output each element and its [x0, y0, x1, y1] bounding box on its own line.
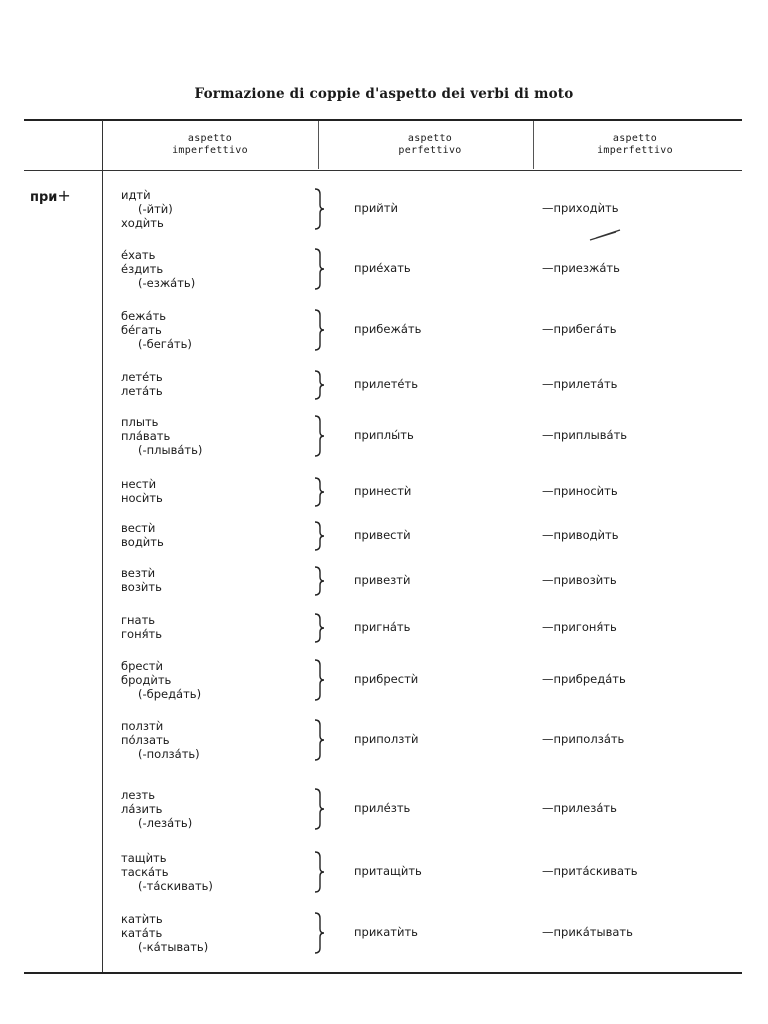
verb-form: идтѝ [121, 188, 151, 202]
derived-imperfective-verb: —прита́скивать [542, 864, 638, 878]
prefix-label [30, 186, 71, 205]
perfective-verb: прикатѝть [354, 925, 418, 939]
brace-icon [313, 613, 327, 643]
imperfective-verbs [121, 521, 164, 549]
derived-imperfective-verb: —прилета́ть [542, 377, 618, 391]
column-divider-header-2 [318, 121, 319, 169]
imperfective-verbs [121, 788, 192, 830]
imperfective-verbs [121, 851, 213, 893]
verb-form: таска́ть [121, 865, 169, 879]
prefix-plus-symbol: + [57, 186, 71, 205]
perfective-verb: приле́зть [354, 801, 411, 815]
brace-icon [313, 851, 327, 893]
perfective-verb: принестѝ [354, 484, 412, 498]
verb-form: гоня́ть [121, 627, 162, 641]
column-divider-prefix [102, 120, 103, 972]
prefix-text: при [30, 190, 58, 205]
brace-icon [313, 788, 327, 830]
perfective-verb: прибрестѝ [354, 672, 419, 686]
derived-imperfective-verb: —прилеза́ть [542, 801, 617, 815]
derived-imperfective-verb: —приплыва́ть [542, 428, 628, 442]
verb-form: везтѝ [121, 566, 156, 580]
verb-form: (-плыва́ть) [138, 443, 203, 457]
header-perfective [350, 133, 510, 157]
perfective-verb: приползтѝ [354, 732, 419, 746]
imperfective-verbs [121, 188, 173, 230]
verb-form: по́лзать [121, 733, 170, 747]
imperfective-verbs [121, 613, 162, 641]
derived-imperfective-verb: —приезжа́ть [542, 261, 620, 275]
imperfective-verbs [121, 659, 201, 701]
derived-imperfective-verb: —прибреда́ть [542, 672, 626, 686]
verb-form: е́хать [121, 248, 156, 262]
brace-icon [313, 521, 327, 551]
verb-form: (-леза́ть) [138, 816, 193, 830]
perfective-verb: привезтѝ [354, 573, 411, 587]
perfective-verb: прийтѝ [354, 201, 398, 215]
verb-form: бе́гать [121, 323, 162, 337]
imperfective-verbs [121, 566, 162, 594]
header-line: aspetto [612, 133, 658, 144]
verb-form: тащѝть [121, 851, 167, 865]
verb-form: лете́ть [121, 370, 163, 384]
verb-form: ката́ть [121, 926, 163, 940]
verb-form: возѝть [121, 580, 162, 594]
verb-form: плыть [121, 415, 159, 429]
verb-form: (-ка́тывать) [138, 940, 209, 954]
verb-form: лезть [121, 788, 156, 802]
verb-form: ходѝть [121, 216, 164, 230]
brace-icon [313, 912, 327, 954]
perfective-verb: притащѝть [354, 864, 422, 878]
imperfective-verbs [121, 248, 195, 290]
brace-icon [313, 188, 327, 230]
header-line: imperfettivo [597, 145, 673, 156]
verb-form: гнать [121, 613, 156, 627]
brace-icon [313, 415, 327, 457]
verb-form: е́здить [121, 262, 164, 276]
derived-imperfective-verb: —прибега́ть [542, 322, 617, 336]
header-line: aspetto [407, 133, 453, 144]
verb-form: нестѝ [121, 477, 157, 491]
header-imperfective-1 [130, 133, 290, 157]
imperfective-verbs [121, 477, 163, 505]
verb-form: вестѝ [121, 521, 156, 535]
derived-imperfective-verb: —прика́тывать [542, 925, 633, 939]
header-line: imperfettivo [172, 145, 248, 156]
verb-form: бежа́ть [121, 309, 167, 323]
header-imperfective-2 [555, 133, 715, 157]
brace-icon [313, 248, 327, 290]
derived-imperfective-verb: —пригоня́ть [542, 620, 617, 634]
imperfective-verbs [121, 719, 200, 761]
imperfective-verbs [121, 370, 163, 398]
verb-form: (-бреда́ть) [138, 687, 202, 701]
verb-form: пла́вать [121, 429, 171, 443]
verb-form: (-йтѝ) [138, 202, 173, 216]
derived-imperfective-verb: —приполза́ть [542, 732, 625, 746]
brace-icon [313, 719, 327, 761]
brace-icon [313, 477, 327, 507]
verb-form: (-та́скивать) [138, 879, 213, 893]
brace-icon [313, 659, 327, 701]
verb-form: (-полза́ть) [138, 747, 200, 761]
verb-form: водѝть [121, 535, 164, 549]
perfective-verb: прие́хать [354, 261, 411, 275]
imperfective-verbs [121, 912, 208, 954]
verb-form: (-езжа́ть) [138, 276, 196, 290]
perfective-verb: приплы́ть [354, 428, 414, 442]
derived-imperfective-verb: —приносѝть [542, 484, 618, 498]
imperfective-verbs [121, 415, 202, 457]
perfective-verb: привестѝ [354, 528, 411, 542]
derived-imperfective-verb: —привозѝть [542, 573, 617, 587]
verb-form: брестѝ [121, 659, 163, 673]
verb-form: катѝть [121, 912, 163, 926]
brace-icon [313, 566, 327, 596]
page-title: Formazione di coppie d'aspetto dei verbi di moto [194, 86, 574, 102]
header-line: perfettivo [398, 145, 462, 156]
verb-form: (-бега́ть) [138, 337, 192, 351]
imperfective-verbs [121, 309, 192, 351]
verb-form: носѝть [121, 491, 163, 505]
verb-form: ползтѝ [121, 719, 164, 733]
brace-icon [313, 309, 327, 351]
derived-imperfective-verb: —приходѝть [542, 201, 619, 215]
ink-mark-icon [586, 226, 626, 246]
header-line: aspetto [187, 133, 233, 144]
verb-form: лета́ть [121, 384, 163, 398]
perfective-verb: пригна́ть [354, 620, 411, 634]
brace-icon [313, 370, 327, 400]
verb-form: бродѝть [121, 673, 172, 687]
header-divider [24, 170, 742, 171]
column-divider-header-3 [533, 121, 534, 169]
perfective-verb: прилете́ть [354, 377, 418, 391]
perfective-verb: прибежа́ть [354, 322, 422, 336]
verb-form: ла́зить [121, 802, 163, 816]
derived-imperfective-verb: —приводѝть [542, 528, 619, 542]
